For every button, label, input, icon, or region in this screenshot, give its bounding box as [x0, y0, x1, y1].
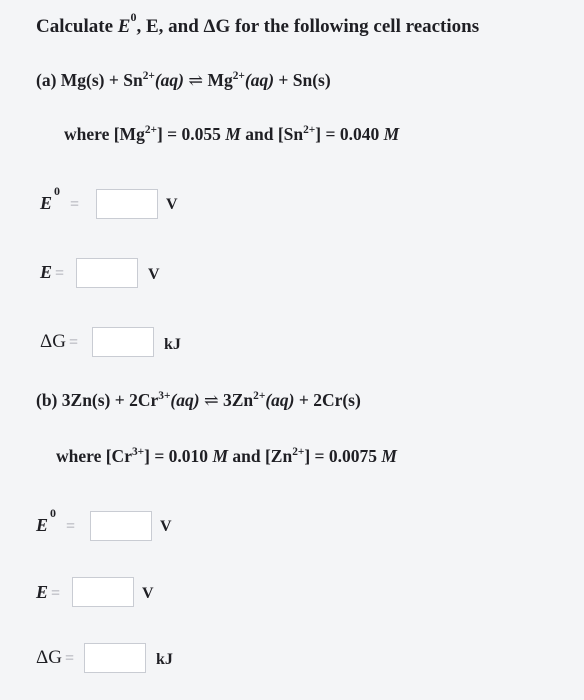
part-b-dg-input[interactable] [84, 643, 146, 673]
part-a-reaction [36, 70, 331, 91]
part-b-e-label [36, 582, 63, 603]
part-b-e0-unit: V [160, 518, 172, 535]
part-b-e-input[interactable] [72, 577, 134, 607]
cond-b-mid: and [Zn [228, 446, 293, 466]
equals-sign: = [55, 265, 65, 282]
cond-b-pre: where [Cr [56, 446, 132, 466]
part-b-reaction [36, 390, 361, 411]
cond-b-value-1: ] = 0.010 [144, 446, 213, 466]
cond-b-value-2: ] = 0.0075 [304, 446, 382, 466]
part-a-e0-label [40, 184, 82, 214]
equals-sign: = [68, 334, 78, 351]
part-a-label: (a) [36, 70, 57, 90]
reaction-b-reactant-charge: 3+ [158, 390, 171, 403]
reaction-b-product-state: (aq) [265, 390, 295, 410]
part-a-e0-input[interactable] [96, 189, 158, 219]
part-a-dg-unit: kJ [164, 336, 181, 353]
e0-symbol: E [36, 515, 49, 535]
part-a-e-input[interactable] [76, 258, 138, 288]
dg-symbol: ΔG [36, 647, 62, 668]
equilibrium-arrow-icon: ⇌ [188, 70, 204, 90]
part-b-conditions [56, 446, 397, 467]
e0-superscript: 0 [50, 506, 57, 520]
cond-a-mid: and [Sn [240, 124, 304, 144]
cond-a-pre: where [Mg [64, 124, 145, 144]
cond-a-charge-1: 2+ [144, 124, 157, 137]
equals-sign: = [66, 518, 76, 535]
part-a-e-unit: V [148, 266, 160, 283]
reaction-b-product: 3Zn [223, 390, 254, 410]
part-b-dg-unit: kJ [156, 651, 173, 668]
reaction-b-reactant: 3Zn(s) + 2Cr [61, 390, 159, 410]
cond-a-value-1: ] = 0.055 [156, 124, 226, 144]
reaction-a-product-charge: 2+ [232, 70, 245, 83]
cond-a-unit-2: M [383, 124, 400, 144]
dg-symbol: ΔG [40, 331, 66, 352]
cond-b-unit-2: M [381, 446, 397, 466]
reaction-a-product-2: + Sn(s) [274, 70, 331, 90]
question-title [36, 9, 480, 38]
title-rest: , E, and ΔG for the following cell reactions [136, 16, 480, 37]
title-text: Calculate [36, 16, 118, 37]
equilibrium-arrow-icon: ⇌ [203, 390, 219, 410]
equals-sign: = [51, 585, 61, 602]
part-a-conditions [64, 124, 399, 145]
part-a-e-label [40, 262, 67, 283]
cond-a-unit-1: M [225, 124, 241, 144]
title-e-symbol: E [117, 16, 131, 37]
cond-a-value-2: ] = 0.040 [315, 124, 384, 144]
e0-superscript: 0 [54, 184, 61, 198]
e0-symbol: E [40, 193, 53, 213]
e-symbol: E [40, 262, 53, 282]
e-symbol: E [36, 582, 49, 602]
reaction-b-reactant-state: (aq) [170, 390, 200, 410]
part-b-e0-input[interactable] [90, 511, 152, 541]
cond-b-charge-2: 2+ [292, 446, 305, 459]
title-e-superscript: 0 [130, 9, 137, 24]
part-b-dg-label [36, 647, 77, 669]
cond-a-charge-2: 2+ [303, 124, 316, 137]
equals-sign: = [64, 650, 74, 667]
part-b-label: (b) [36, 390, 58, 410]
reaction-b-product-2: + 2Cr(s) [294, 390, 361, 410]
part-a-e0-unit: V [166, 196, 178, 213]
equals-sign: = [70, 196, 80, 213]
reaction-a-product-state: (aq) [244, 70, 275, 90]
part-a-dg-label [40, 331, 81, 353]
cond-b-unit-1: M [212, 446, 228, 466]
reaction-a-product: Mg [207, 70, 233, 90]
reaction-b-product-charge: 2+ [253, 390, 266, 403]
reaction-a-reactant-state: (aq) [154, 70, 185, 90]
part-a-dg-input[interactable] [92, 327, 154, 357]
reaction-a-reactant-charge: 2+ [142, 70, 155, 83]
part-b-e-unit: V [142, 585, 154, 602]
cond-b-charge-1: 3+ [131, 446, 145, 459]
reaction-a-reactant: Mg(s) + Sn [60, 70, 143, 90]
part-b-e0-label [36, 506, 78, 536]
